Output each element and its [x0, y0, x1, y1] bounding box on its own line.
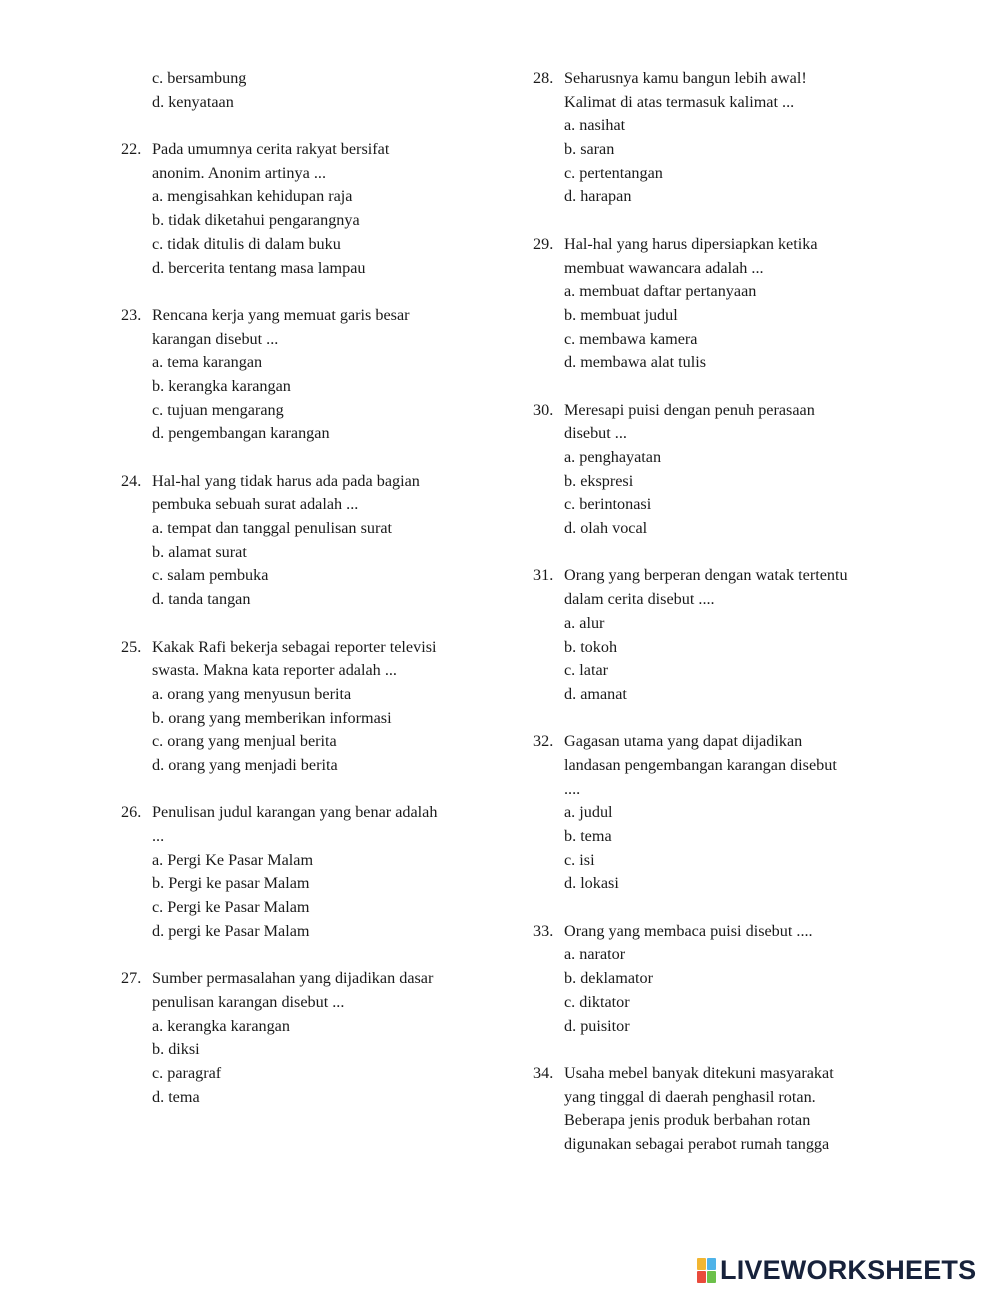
question-stem: [121, 304, 501, 328]
spacer: [533, 209, 913, 233]
answer-option: d. membawa alat tulis: [564, 353, 707, 372]
question-text: Sumber permasalahan yang dijadikan dasar: [152, 969, 434, 988]
question-text: Orang yang berperan dengan watak tertentu: [564, 566, 848, 585]
spacer: [533, 896, 913, 920]
liveworksheets-logo: [697, 1255, 976, 1285]
question-stem: [121, 967, 501, 991]
answer-option: b. tidak diketahui pengarangnya: [152, 211, 360, 230]
answer-option: b. deklamator: [564, 969, 653, 988]
answer-option: a. nasihat: [564, 116, 626, 135]
question-text: Beberapa jenis produk berbahan rotan: [564, 1111, 811, 1130]
answer-option: b. ekspresi: [564, 471, 634, 490]
answer-option: b. orang yang memberikan informasi: [152, 708, 392, 727]
question-stem: [121, 801, 501, 825]
spacer: [533, 707, 913, 731]
question-stem: [533, 399, 913, 423]
question-block: [533, 1062, 913, 1157]
question-block: [121, 967, 501, 1109]
question-number: 22.: [121, 140, 142, 159]
answer-option: c. bersambung: [152, 69, 247, 87]
question-stem: [121, 138, 501, 162]
answer-option: b. alamat surat: [152, 542, 247, 561]
spacer: [121, 446, 501, 470]
question-text: Hal-hal yang tidak harus ada pada bagian: [152, 471, 420, 490]
question-stem: [533, 920, 913, 944]
question-stem: [533, 67, 913, 91]
logo-text: LIVEWORKSHEETS: [720, 1254, 977, 1285]
question-text: Hal-hal yang harus dipersiapkan ketika: [564, 234, 818, 253]
question-text: digunakan sebagai perabot rumah tangga: [564, 1134, 830, 1153]
question-block: [121, 304, 501, 446]
spacer: [121, 778, 501, 802]
spacer: [121, 612, 501, 636]
question-text: ...: [152, 827, 165, 845]
question-block: [533, 730, 913, 896]
question-text: penulisan karangan disebut ...: [152, 992, 345, 1011]
question-text: Gagasan utama yang dapat dijadikan: [564, 732, 803, 751]
answer-option: c. orang yang menjual berita: [152, 732, 337, 751]
question-text: ....: [564, 779, 581, 798]
question-number: 34.: [533, 1063, 554, 1082]
answer-option: a. orang yang menyusun berita: [152, 684, 352, 703]
question-text: anonim. Anonim artinya ...: [152, 163, 326, 182]
question-stem: [121, 636, 501, 660]
question-stem: [121, 470, 501, 494]
answer-option: a. membuat daftar pertanyaan: [564, 282, 757, 301]
answer-option: a. tempat dan tanggal penulisan surat: [152, 519, 393, 538]
spacer: [121, 280, 501, 304]
question-block: [533, 67, 913, 209]
answer-option: a. penghayatan: [564, 448, 662, 466]
answer-option: c. tidak ditulis di dalam buku: [152, 234, 341, 253]
answer-option: c. pertentangan: [564, 163, 663, 182]
answer-option: a. mengisahkan kehidupan raja: [152, 187, 353, 206]
question-text: Kalimat di atas termasuk kalimat ...: [564, 92, 795, 111]
question-stem: [533, 564, 913, 588]
question-number: 26.: [121, 803, 142, 822]
question-text: landasan pengembangan karangan disebut: [564, 755, 837, 774]
answer-option: c. Pergi ke Pasar Malam: [152, 898, 310, 917]
answer-option: b. membuat judul: [564, 305, 678, 324]
question-text: Seharusnya kamu bangun lebih awal!: [564, 69, 807, 87]
question-stem: [533, 1062, 913, 1086]
answer-option: d. amanat: [564, 684, 627, 703]
answer-option: c. berintonasi: [564, 495, 652, 514]
answer-option: d. kenyataan: [152, 92, 234, 111]
question-block: [121, 470, 501, 612]
question-text: membuat wawancara adalah ...: [564, 258, 764, 277]
question-text: Usaha mebel banyak ditekuni masyarakat: [564, 1063, 834, 1082]
question-text: disebut ...: [564, 424, 627, 443]
answer-option: d. tema: [152, 1087, 200, 1106]
answer-option: a. Pergi Ke Pasar Malam: [152, 850, 314, 869]
question-block: [121, 636, 501, 778]
question-text: Penulisan judul karangan yang benar adalah: [152, 803, 438, 822]
answer-option: d. bercerita tentang masa lampau: [152, 258, 366, 277]
question-stem: [533, 233, 913, 257]
left-column: [121, 67, 501, 1109]
answer-option: c. latar: [564, 661, 609, 680]
logo-blocks-icon: [697, 1258, 716, 1283]
answer-option: d. lokasi: [564, 874, 619, 893]
answer-option: c. isi: [564, 850, 595, 869]
question-number: 30.: [533, 400, 554, 419]
spacer: [533, 541, 913, 565]
question-stem: [533, 730, 913, 754]
logo-block: [697, 1258, 706, 1270]
question-text: swasta. Makna kata reporter adalah ...: [152, 661, 397, 680]
question-text: Pada umumnya cerita rakyat bersifat: [152, 140, 390, 159]
question-block: [533, 233, 913, 375]
spacer: [121, 943, 501, 967]
answer-option: c. paragraf: [152, 1063, 222, 1082]
answer-option: b. Pergi ke pasar Malam: [152, 874, 310, 893]
spacer: [533, 1038, 913, 1062]
answer-option: b. diksi: [152, 1040, 200, 1059]
answer-option: b. kerangka karangan: [152, 376, 291, 395]
answer-option: a. tema karangan: [152, 353, 263, 372]
answer-option: d. pengembangan karangan: [152, 424, 330, 443]
logo-block: [697, 1271, 706, 1283]
answer-option: a. kerangka karangan: [152, 1016, 290, 1035]
question-number: 27.: [121, 969, 142, 988]
question-number: 32.: [533, 732, 554, 751]
answer-option: a. judul: [564, 803, 613, 822]
answer-option: d. tanda tangan: [152, 590, 251, 609]
answer-option: d. orang yang menjadi berita: [152, 755, 338, 774]
answer-option: d. puisitor: [564, 1016, 630, 1035]
question-number: 33.: [533, 921, 554, 940]
spacer: [533, 375, 913, 399]
question-text: Rencana kerja yang memuat garis besar: [152, 305, 410, 324]
answer-option: c. membawa kamera: [564, 329, 698, 348]
question-number: 29.: [533, 234, 554, 253]
question-text: karangan disebut ...: [152, 329, 279, 348]
question-block: [533, 920, 913, 1038]
answer-option: c. salam pembuka: [152, 566, 269, 585]
question-text: Meresapi puisi dengan penuh perasaan: [564, 400, 815, 419]
question-number: 23.: [121, 305, 142, 324]
answer-option: a. alur: [564, 613, 605, 632]
question-block: [121, 801, 501, 943]
question-number: 25.: [121, 637, 142, 656]
spacer: [121, 114, 501, 138]
question-text: Orang yang membaca puisi disebut ....: [564, 921, 813, 940]
answer-option: c. tujuan mengarang: [152, 400, 284, 419]
question-block: [121, 138, 501, 280]
answer-option: b. tokoh: [564, 637, 618, 656]
logo-block: [707, 1258, 716, 1270]
answer-option: d. olah vocal: [564, 519, 648, 538]
answer-option: d. harapan: [564, 187, 632, 206]
answer-option: c. diktator: [564, 992, 630, 1011]
question-text: pembuka sebuah surat adalah ...: [152, 495, 359, 514]
answer-option: b. saran: [564, 140, 615, 159]
question-number: 28.: [533, 69, 554, 87]
answer-option: b. tema: [564, 827, 612, 845]
question-text: yang tinggal di daerah penghasil rotan.: [564, 1087, 816, 1106]
logo-block: [707, 1271, 716, 1283]
question-number: 24.: [121, 471, 142, 490]
question-text: dalam cerita disebut ....: [564, 590, 715, 609]
question-number: 31.: [533, 566, 554, 585]
answer-option: a. narator: [564, 945, 626, 964]
question-block: [533, 399, 913, 541]
answer-option: d. pergi ke Pasar Malam: [152, 921, 310, 940]
question-block: [533, 564, 913, 706]
right-column: [533, 67, 913, 1157]
question-text: Kakak Rafi bekerja sebagai reporter televisi: [152, 637, 437, 656]
